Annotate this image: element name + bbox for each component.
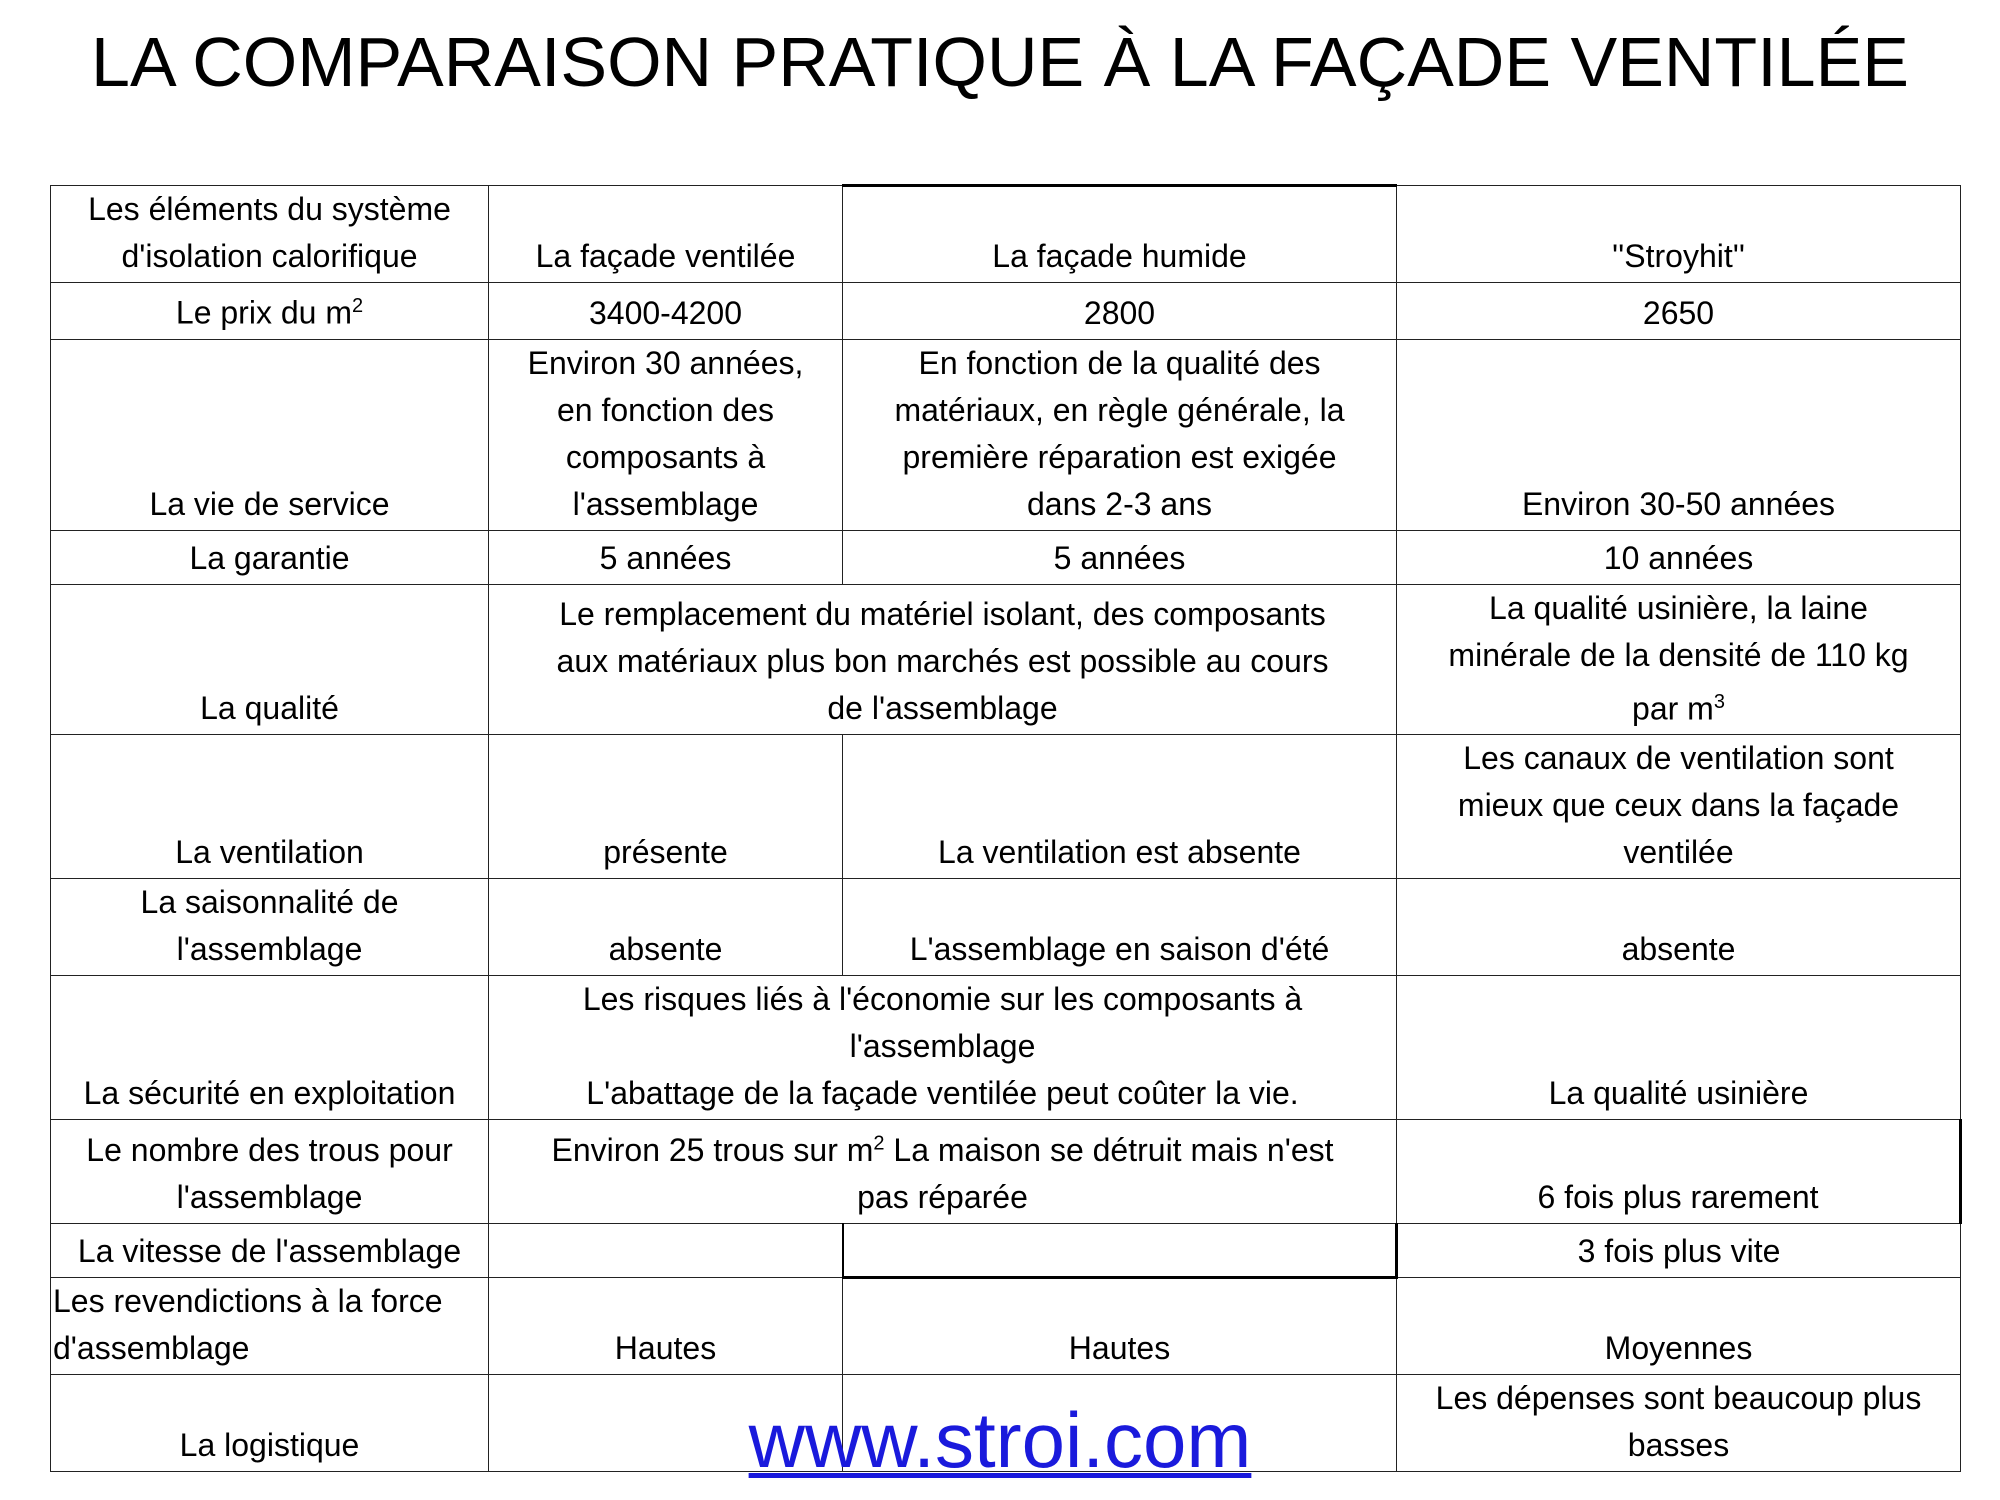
seasonality-wet-cell: L'assemblage en saison d'été — [843, 879, 1397, 976]
table-row-holes — [51, 1120, 1961, 1224]
guarantee-label-cell: La garantie — [51, 530, 489, 584]
table-row-quality — [51, 584, 1961, 735]
page-title: LA COMPARAISON PRATIQUE À LA FAÇADE VENTILÉE — [91, 23, 1909, 101]
guarantee-ventilated-cell: 5 années — [489, 530, 843, 584]
website-link[interactable]: www.stroi.com — [748, 1396, 1252, 1484]
comparison-table — [50, 184, 1962, 1472]
guarantee-wet-cell: 5 années — [843, 530, 1397, 584]
table-row-guarantee — [51, 530, 1961, 584]
table-row-strength — [51, 1277, 1961, 1374]
ventilation-wet-cell: La ventilation est absente — [843, 735, 1397, 879]
holes-stroyhit-cell: 6 fois plus rarement — [1397, 1120, 1961, 1224]
header-ventilated-cell: La façade ventilée — [489, 186, 843, 283]
table-row-service-life — [51, 339, 1961, 530]
price-label-cell: Le prix du $m^2$ — [51, 283, 489, 340]
speed-wet-cell — [843, 1223, 1397, 1277]
ventilation-label-cell: La ventilation — [51, 735, 489, 879]
table-row-header — [51, 186, 1961, 283]
quality-ventilated-wet-cell: Le remplacement du matériel isolant, des composants aux matériaux plus bon marchés est possible au cours de l'assemblage — [489, 584, 1397, 735]
price-wet-cell: 2800 — [843, 283, 1397, 340]
seasonality-label-cell: La saisonnalité de l'assemblage — [51, 879, 489, 976]
safety-label-cell: La sécurité en exploitation — [51, 976, 489, 1120]
seasonality-stroyhit-cell: absente — [1397, 879, 1961, 976]
table-row-speed — [51, 1223, 1961, 1277]
table-row-safety — [51, 976, 1961, 1120]
service-life-stroyhit-cell: Environ 30-50 années — [1397, 339, 1961, 530]
strength-stroyhit-cell: Moyennes — [1397, 1277, 1961, 1374]
price-ventilated-cell: 3400-4200 — [489, 283, 843, 340]
quality-label-cell: La qualité — [51, 584, 489, 735]
safety-stroyhit-cell: La qualité usinière — [1397, 976, 1961, 1120]
speed-stroyhit-cell: 3 fois plus vite — [1397, 1223, 1961, 1277]
table-row-ventilation — [51, 735, 1961, 879]
guarantee-stroyhit-cell: 10 années — [1397, 530, 1961, 584]
service-life-wet-cell: En fonction de la qualité des matériaux, en règle générale, la première réparation est exigée dans 2-3 ans — [843, 339, 1397, 530]
speed-ventilated-cell — [489, 1223, 843, 1277]
holes-label-cell: Le nombre des trous pour l'assemblage — [51, 1120, 489, 1224]
logistics-stroyhit-cell: Les dépenses sont beaucoup plus basses — [1397, 1374, 1961, 1471]
ventilation-stroyhit-cell: Les canaux de ventilation sont mieux que ceux dans la façade ventilée — [1397, 735, 1961, 879]
header-label-cell: Les éléments du système d'isolation calorifique — [51, 186, 489, 283]
table-row-price — [51, 283, 1961, 340]
strength-wet-cell: Hautes — [843, 1277, 1397, 1374]
speed-label-cell: La vitesse de l'assemblage — [51, 1223, 489, 1277]
strength-ventilated-cell: Hautes — [489, 1277, 843, 1374]
service-life-label-cell: La vie de service — [51, 339, 489, 530]
holes-ventilated-wet-cell: Environ 25 trous sur $m^2$ La maison se détruit mais n'est pas réparée — [489, 1120, 1397, 1224]
seasonality-ventilated-cell: absente — [489, 879, 843, 976]
price-stroyhit-cell: 2650 — [1397, 283, 1961, 340]
header-stroyhit-cell: ''Stroyhit'' — [1397, 186, 1961, 283]
logistics-label-cell: La logistique — [51, 1374, 489, 1471]
quality-stroyhit-cell: La qualité usinière, la laine minérale de la densité de 110 kg par $m^3$ — [1397, 584, 1961, 735]
header-wet-cell: La façade humide — [843, 186, 1397, 283]
table-row-seasonality — [51, 879, 1961, 976]
strength-label-cell: Les revendictions à la force d'assemblage — [51, 1277, 489, 1374]
service-life-ventilated-cell: Environ 30 années, en fonction des composants à l'assemblage — [489, 339, 843, 530]
safety-ventilated-wet-cell: Les risques liés à l'économie sur les composants à l'assemblage L'abattage de la façade ventilée peut coûter la vie. — [489, 976, 1397, 1120]
ventilation-ventilated-cell: présente — [489, 735, 843, 879]
